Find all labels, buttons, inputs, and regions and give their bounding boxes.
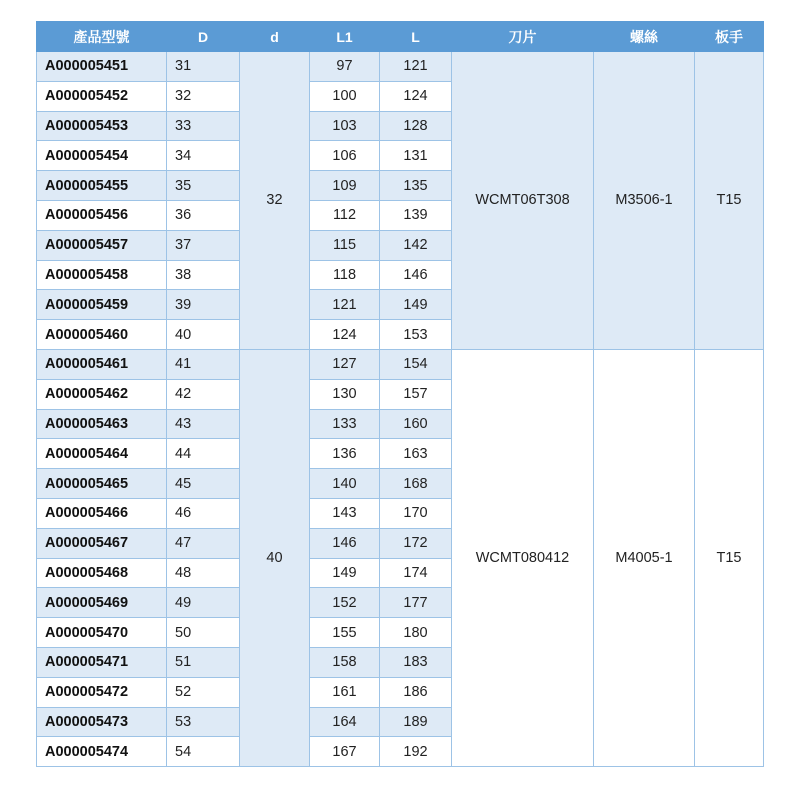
product-code: A000005456 [37,200,167,230]
product-code: A000005462 [37,379,167,409]
L-value: 131 [380,141,452,171]
product-code: A000005474 [37,737,167,767]
header-D: D [167,22,240,52]
table-body [37,52,764,767]
L-value: 177 [380,588,452,618]
L-value: 174 [380,558,452,588]
header-d: d [240,22,310,52]
d-value: 32 [240,52,310,350]
L1-value: 161 [310,677,380,707]
L-value: 142 [380,230,452,260]
product-code: A000005464 [37,439,167,469]
L-value: 192 [380,737,452,767]
product-code: A000005463 [37,409,167,439]
D-value: 33 [167,111,240,141]
D-value: 50 [167,618,240,648]
L-value: 170 [380,498,452,528]
L1-value: 130 [310,379,380,409]
L1-value: 124 [310,320,380,350]
D-value: 41 [167,349,240,379]
L-value: 128 [380,111,452,141]
L1-value: 127 [310,349,380,379]
L1-value: 140 [310,469,380,499]
L-value: 121 [380,52,452,82]
header-row [37,22,764,52]
product-code: A000005472 [37,677,167,707]
product-code: A000005457 [37,230,167,260]
L1-value: 106 [310,141,380,171]
header-screw: 螺絲 [594,22,695,52]
header-wrench: 板手 [695,22,764,52]
product-code: A000005466 [37,498,167,528]
L-value: 124 [380,81,452,111]
L1-value: 100 [310,81,380,111]
L-value: 146 [380,260,452,290]
product-spec-table [36,21,764,767]
D-value: 51 [167,647,240,677]
insert-value: WCMT080412 [452,349,594,766]
product-code: A000005471 [37,647,167,677]
L-value: 180 [380,618,452,648]
product-code: A000005459 [37,290,167,320]
D-value: 36 [167,200,240,230]
D-value: 54 [167,737,240,767]
D-value: 40 [167,320,240,350]
D-value: 37 [167,230,240,260]
L1-value: 133 [310,409,380,439]
product-code: A000005454 [37,141,167,171]
product-code: A000005453 [37,111,167,141]
L-value: 139 [380,200,452,230]
D-value: 43 [167,409,240,439]
product-code: A000005467 [37,528,167,558]
product-code: A000005470 [37,618,167,648]
product-code: A000005473 [37,707,167,737]
D-value: 47 [167,528,240,558]
L-value: 160 [380,409,452,439]
insert-value: WCMT06T308 [452,52,594,350]
D-value: 34 [167,141,240,171]
product-code: A000005452 [37,81,167,111]
L-value: 186 [380,677,452,707]
D-value: 45 [167,469,240,499]
D-value: 48 [167,558,240,588]
L-value: 154 [380,349,452,379]
L-value: 183 [380,647,452,677]
L1-value: 167 [310,737,380,767]
header-L1: L1 [310,22,380,52]
D-value: 32 [167,81,240,111]
L-value: 168 [380,469,452,499]
L1-value: 109 [310,171,380,201]
L1-value: 152 [310,588,380,618]
L-value: 157 [380,379,452,409]
screw-value: M3506-1 [594,52,695,350]
D-value: 42 [167,379,240,409]
product-code: A000005468 [37,558,167,588]
L1-value: 164 [310,707,380,737]
product-code: A000005465 [37,469,167,499]
L-value: 163 [380,439,452,469]
L1-value: 143 [310,498,380,528]
D-value: 35 [167,171,240,201]
L1-value: 103 [310,111,380,141]
L1-value: 149 [310,558,380,588]
L1-value: 158 [310,647,380,677]
product-code: A000005469 [37,588,167,618]
d-value: 40 [240,349,310,766]
screw-value: M4005-1 [594,349,695,766]
L-value: 172 [380,528,452,558]
L1-value: 97 [310,52,380,82]
L-value: 149 [380,290,452,320]
L-value: 189 [380,707,452,737]
D-value: 52 [167,677,240,707]
header-product-code: 產品型號 [37,22,167,52]
header-insert: 刀片 [452,22,594,52]
L1-value: 136 [310,439,380,469]
product-code: A000005451 [37,52,167,82]
product-code: A000005458 [37,260,167,290]
L1-value: 118 [310,260,380,290]
L1-value: 155 [310,618,380,648]
L-value: 135 [380,171,452,201]
wrench-value: T15 [695,52,764,350]
D-value: 44 [167,439,240,469]
D-value: 38 [167,260,240,290]
L1-value: 121 [310,290,380,320]
table-row [37,349,764,379]
L-value: 153 [380,320,452,350]
D-value: 46 [167,498,240,528]
product-code: A000005460 [37,320,167,350]
L1-value: 112 [310,200,380,230]
D-value: 31 [167,52,240,82]
D-value: 49 [167,588,240,618]
L1-value: 146 [310,528,380,558]
D-value: 53 [167,707,240,737]
wrench-value: T15 [695,349,764,766]
header-L: L [380,22,452,52]
D-value: 39 [167,290,240,320]
table-row [37,52,764,82]
product-code: A000005461 [37,349,167,379]
L1-value: 115 [310,230,380,260]
product-code: A000005455 [37,171,167,201]
